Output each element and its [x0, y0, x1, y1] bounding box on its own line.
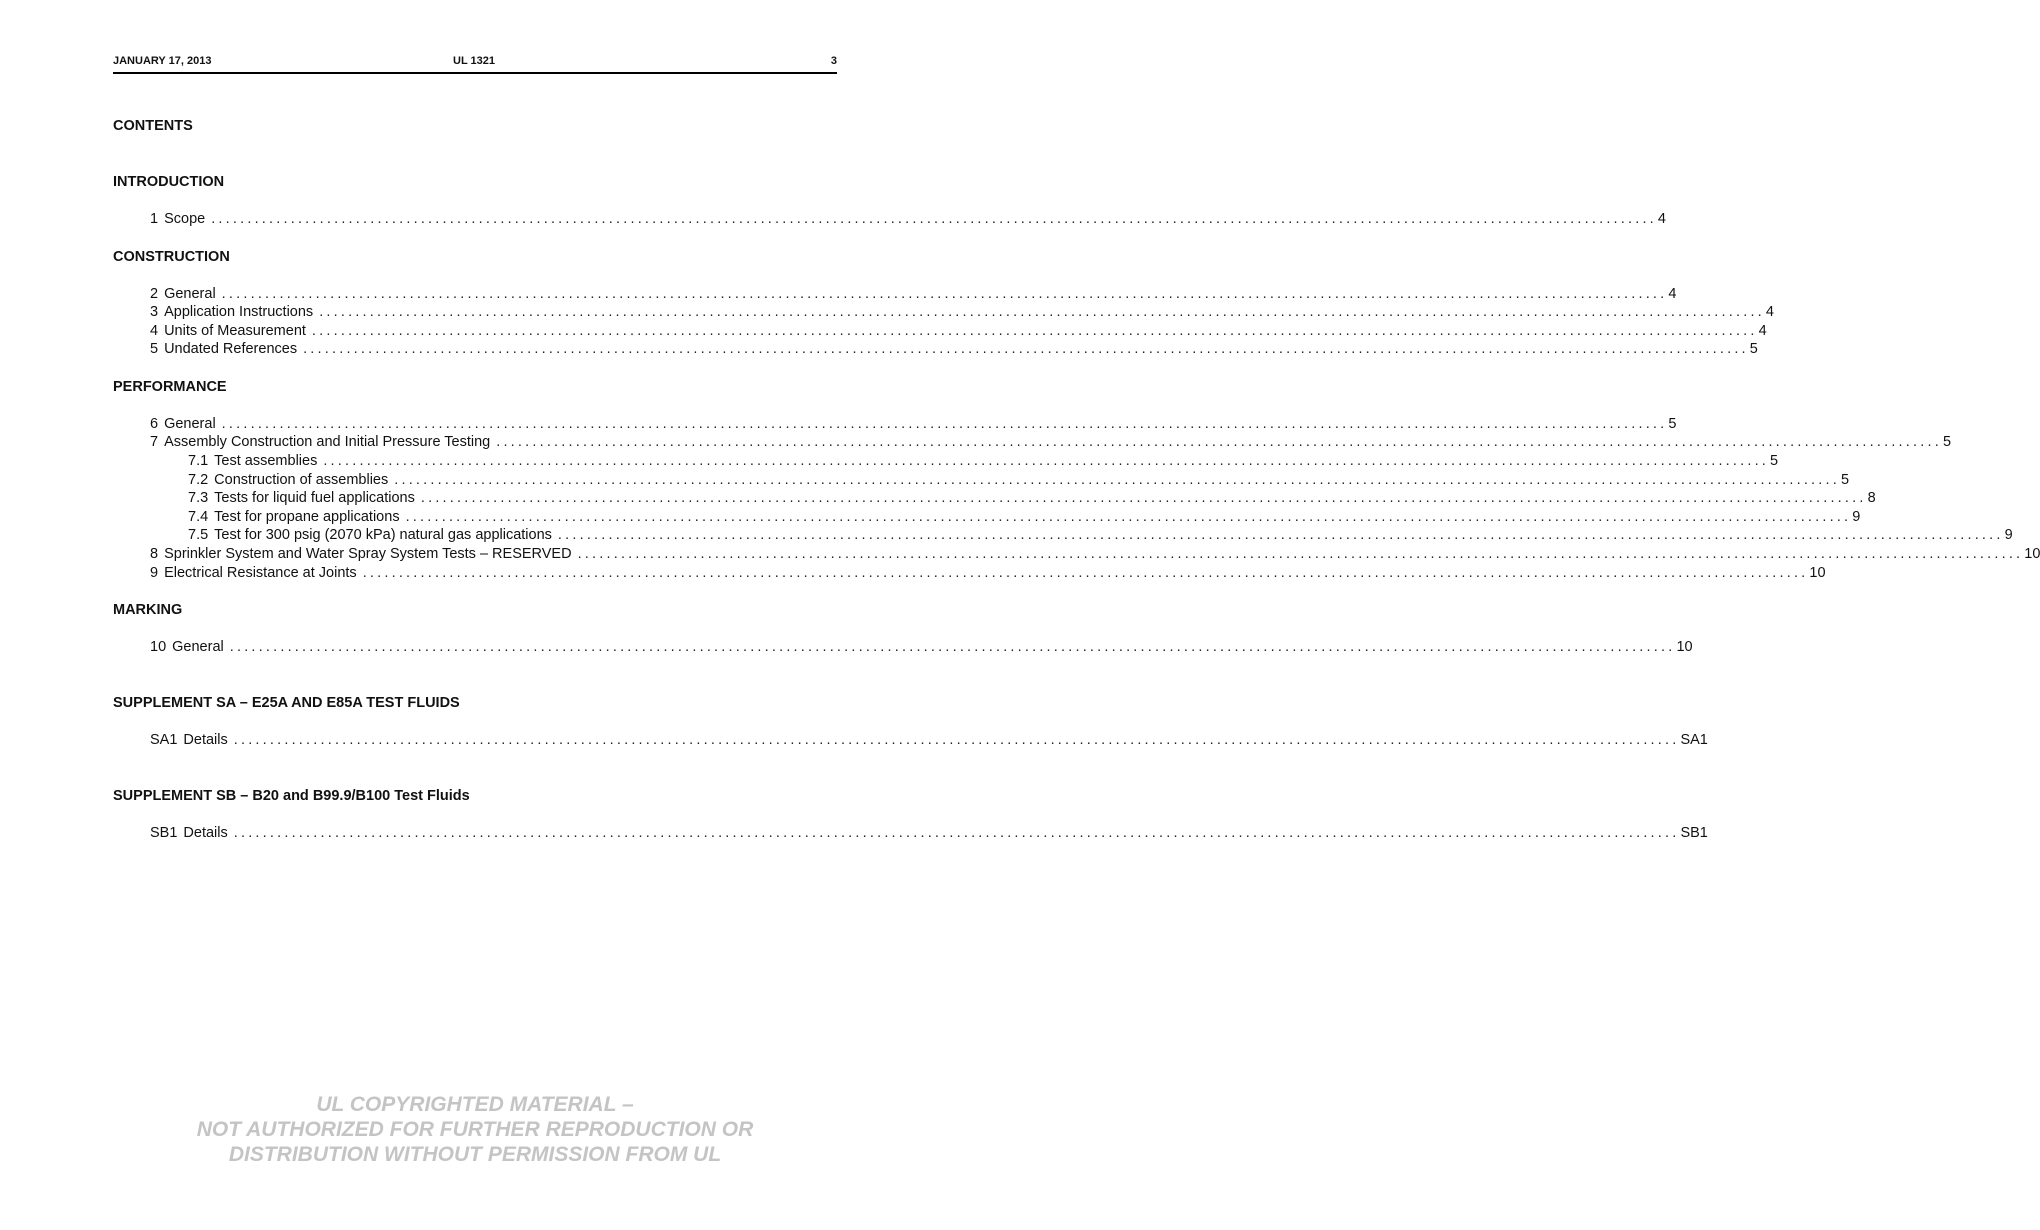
toc-entry-title: Details: [183, 732, 228, 748]
dot-leader: ........................................................................................................................................................................................................: [311, 323, 1758, 339]
toc-subentry[interactable]: [188, 490, 1876, 507]
toc-entry-number: 7.5: [188, 527, 209, 543]
toc-entry-number: 9: [150, 565, 159, 581]
section-introduction: INTRODUCTION: [113, 174, 225, 190]
toc-entry-page: 4: [1765, 304, 1774, 320]
toc-entry-title: Test assemblies: [214, 453, 318, 469]
toc-entry-title: Electrical Resistance at Joints: [164, 565, 357, 581]
toc-entry-page: 8: [1867, 490, 1876, 506]
toc-entry-title: Details: [183, 825, 228, 841]
dot-leader: ........................................................................................................................................................................................................: [394, 472, 1840, 488]
toc-entry-title: General: [172, 639, 224, 655]
toc-entry-page: 4: [1668, 286, 1677, 302]
watermark-line: NOT AUTHORIZED FOR FURTHER REPRODUCTION OR: [196, 1118, 754, 1141]
dot-leader: ........................................................................................................................................................................................................: [323, 453, 1770, 469]
toc-entry-number: 7.4: [188, 509, 209, 525]
dot-leader: ........................................................................................................................................................................................................: [362, 565, 1809, 581]
toc-entry-page: 9: [2004, 527, 2013, 543]
toc-entry-page: 4: [1657, 211, 1666, 227]
toc-entry-number: 3: [150, 304, 159, 320]
toc-entry[interactable]: [150, 565, 1826, 582]
section-construction: CONSTRUCTION: [113, 249, 230, 265]
toc-entry-page: 5: [1770, 453, 1779, 469]
toc-entry-title: Tests for liquid fuel applications: [214, 490, 415, 506]
toc-entry-number: 2: [150, 286, 159, 302]
toc-entry-number: SB1: [150, 825, 178, 841]
header-standard: UL 1321: [453, 55, 495, 67]
dot-leader: ........................................................................................................................................................................................................: [557, 527, 2004, 543]
toc-entry-page: 10: [2024, 546, 2040, 562]
toc-entry-page: 10: [1809, 565, 1826, 581]
toc-entry-number: 7.2: [188, 472, 209, 488]
toc-entry-title: General: [164, 416, 216, 432]
toc-entry[interactable]: [150, 434, 1952, 451]
header-page-number: 3: [830, 55, 837, 67]
section-supplement-sb: SUPPLEMENT SB – B20 and B99.9/B100 Test Fluids: [113, 788, 470, 804]
dot-leader: ........................................................................................................................................................................................................: [221, 416, 1668, 432]
toc-entry-number: 7: [150, 434, 159, 450]
section-supplement-sa: SUPPLEMENT SA – E25A AND E85A TEST FLUIDS: [113, 695, 460, 711]
header-date: JANUARY 17, 2013: [113, 55, 212, 67]
dot-leader: ........................................................................................................................................................................................................: [303, 341, 1749, 357]
toc-entry[interactable]: [150, 546, 2040, 563]
toc-entry-title: Construction of assemblies: [214, 472, 389, 488]
toc-entry[interactable]: [150, 211, 1666, 228]
toc-entry-title: Application Instructions: [164, 304, 314, 320]
toc-subentry[interactable]: [188, 472, 1850, 489]
toc-entry-title: Sprinkler System and Water Spray System Tests – RESERVED: [164, 546, 572, 562]
watermark-line: DISTRIBUTION WITHOUT PERMISSION FROM UL: [228, 1143, 722, 1166]
dot-leader: ........................................................................................................................................................................................................: [420, 490, 1867, 506]
toc-entry-title: Units of Measurement: [164, 323, 306, 339]
dot-leader: ........................................................................................................................................................................................................: [319, 304, 1765, 320]
dot-leader: ........................................................................................................................................................................................................: [577, 546, 2024, 562]
section-performance: PERFORMANCE: [113, 379, 227, 395]
toc-entry-number: 1: [150, 211, 159, 227]
dot-leader: ........................................................................................................................................................................................................: [496, 434, 1942, 450]
dot-leader: ........................................................................................................................................................................................................: [233, 825, 1680, 841]
toc-entry[interactable]: [150, 416, 1677, 433]
toc-entry-title: General: [164, 286, 216, 302]
toc-entry-number: 8: [150, 546, 159, 562]
toc-entry-page: 5: [1840, 472, 1850, 488]
dot-leader: ........................................................................................................................................................................................................: [233, 732, 1680, 748]
toc-subentry[interactable]: [188, 527, 2013, 544]
toc-entry-page: 5: [1942, 434, 1952, 450]
toc-entry[interactable]: [150, 732, 1708, 749]
toc-entry[interactable]: [150, 323, 1767, 340]
toc-entry-page: SB1: [1680, 825, 1708, 841]
toc-entry-number: SA1: [150, 732, 178, 748]
contents-title: CONTENTS: [113, 118, 193, 134]
toc-entry-title: Undated References: [164, 341, 298, 357]
dot-leader: ........................................................................................................................................................................................................: [211, 211, 1657, 227]
section-marking: MARKING: [113, 602, 183, 618]
watermark-line: UL COPYRIGHTED MATERIAL –: [316, 1093, 634, 1116]
toc-entry-page: 10: [1676, 639, 1693, 655]
toc-entry-page: SA1: [1680, 732, 1708, 748]
toc-entry-title: Scope: [164, 211, 206, 227]
toc-entry-number: 4: [150, 323, 159, 339]
toc-entry-page: 9: [1852, 509, 1861, 525]
toc-entry-page: 5: [1749, 341, 1758, 357]
dot-leader: ........................................................................................................................................................................................................: [405, 509, 1852, 525]
toc-entry-title: Test for propane applications: [214, 509, 400, 525]
toc-entry-title: Assembly Construction and Initial Pressure Testing: [164, 434, 491, 450]
page-header: [113, 55, 837, 74]
toc-entry[interactable]: [150, 639, 1693, 656]
toc-entry-title: Test for 300 psig (2070 kPa) natural gas applications: [214, 527, 552, 543]
toc-entry-number: 6: [150, 416, 159, 432]
toc-entry-page: 5: [1668, 416, 1677, 432]
toc-entry-number: 5: [150, 341, 159, 357]
copyright-watermark: [0, 1092, 950, 1167]
toc-entry[interactable]: [150, 304, 1774, 321]
toc-entry-number: 10: [150, 639, 167, 655]
toc-entry-page: 4: [1758, 323, 1767, 339]
toc-entry-number: 7.3: [188, 490, 209, 506]
dot-leader: ........................................................................................................................................................................................................: [221, 286, 1668, 302]
toc-entry[interactable]: [150, 341, 1758, 358]
toc-entry-number: 7.1: [188, 453, 209, 469]
toc-entry[interactable]: [150, 286, 1677, 303]
toc-subentry[interactable]: [188, 509, 1861, 526]
toc-subentry[interactable]: [188, 453, 1779, 470]
dot-leader: ........................................................................................................................................................................................................: [229, 639, 1676, 655]
toc-entry[interactable]: [150, 825, 1708, 842]
